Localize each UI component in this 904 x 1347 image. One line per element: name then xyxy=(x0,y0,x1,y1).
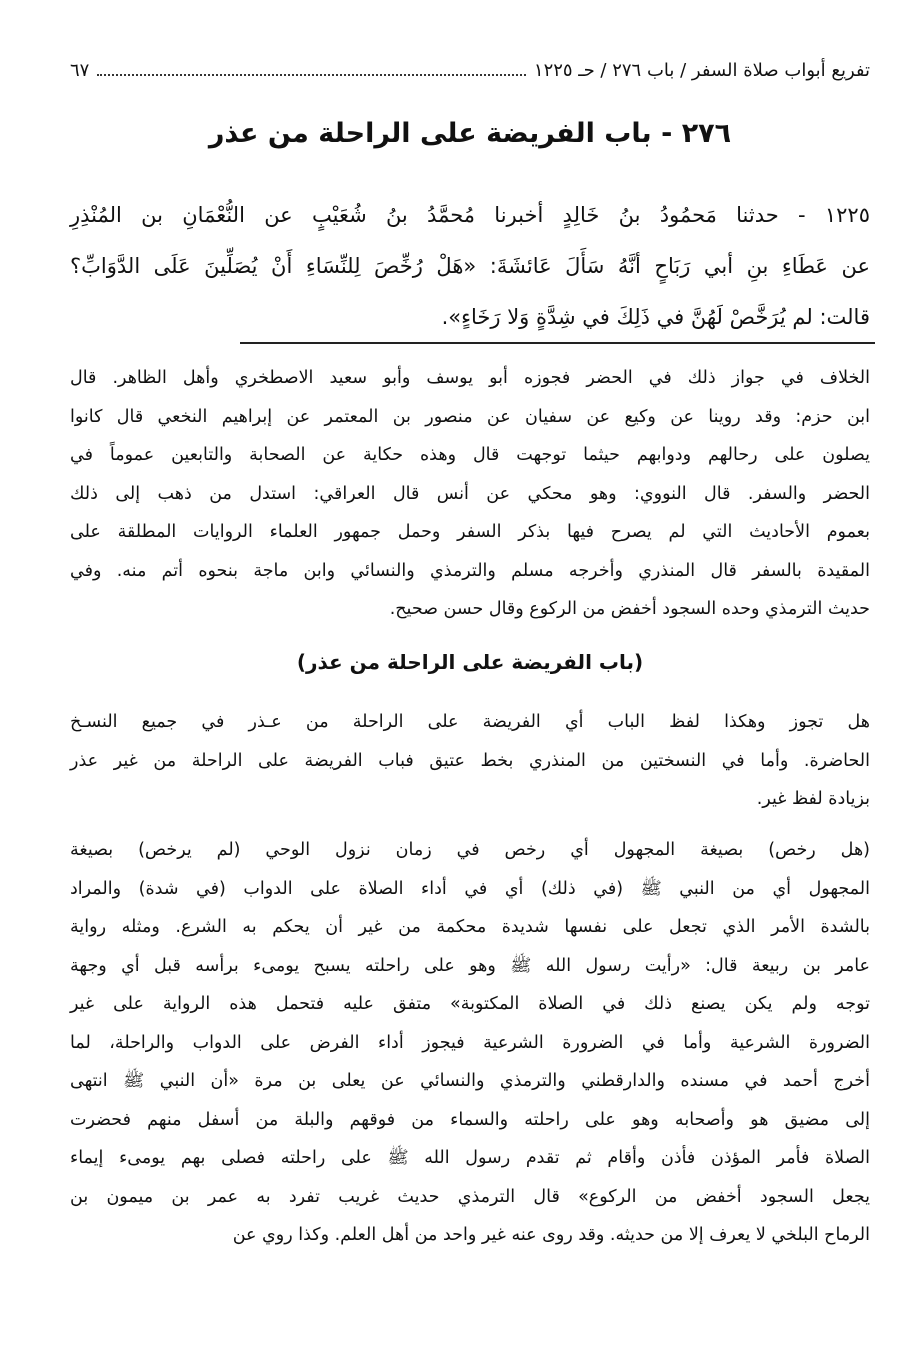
text-line: عامر بن ربيعة قال: «رأيت رسول الله ﷺ وهو على راحلته يسبح يومىء برأسه قبل أي وجهة xyxy=(70,955,870,976)
text-line: قالت: لم يُرَخَّصْ لَهُنَّ في ذَلِكَ في شِدَّةٍ وَلا رَخَاءٍ». xyxy=(441,305,870,329)
text-line: بالشدة الأمر الذي تجعل على نفسها شديدة محكمة من غير أن يحكم به الشرع. ومثله رواية xyxy=(70,917,870,937)
page-number: ٦٧ xyxy=(70,60,90,81)
running-title: تفريع أبواب صلاة السفر / باب ٢٧٦ / حـ ١٢٢٥ xyxy=(533,60,870,81)
text-line: يصلون على رحالهم ودوابهم حيثما توجهت قال وهذه حكاية عن الصحابة والتابعين عموماً في xyxy=(70,445,870,465)
commentary-paragraph-1 xyxy=(70,359,870,629)
text-line: هل تجوز وهكذا لفظ الباب أي الفريضة على الراحلة من عـذر في جميع النسـخ xyxy=(70,712,870,732)
text-line: الصلاة فأمر المؤذن فأذن وأقام ثم تقدم رسول الله ﷺ على راحلته فصلى بهم يومىء إيماء xyxy=(70,1148,870,1168)
leader-dots xyxy=(97,62,526,76)
text-line: (هل رخص) بصيغة المجهول أي رخص في زمان نزول الوحي (لم يرخص) بصيغة xyxy=(70,840,870,860)
text-line: حديث الترمذي وحده السجود أخفض من الركوع وقال حسن صحيح. xyxy=(389,599,870,619)
text-line: ابن حزم: وقد روينا عن وكيع عن سفيان عن منصور بن المعتمر عن إبراهيم النخعي قال كانوا xyxy=(70,406,870,427)
text-line: الحاضرة. وأما في النسختين من المنذري بخط عتيق فباب الفريضة على الراحلة من غير عذر xyxy=(70,750,870,771)
text-line: المجهول أي من النبي ﷺ (في ذلك) أي في أداء الصلاة على الدواب (في شدة) والمراد xyxy=(70,878,870,899)
text-line: بعموم الأحاديث التي لم يصرح فيها بذكر السفر وحمل جمهور العلماء الروايات المطلقة على xyxy=(70,522,870,542)
commentary-paragraph-2 xyxy=(70,703,870,819)
commentary-paragraph-3 xyxy=(70,831,870,1255)
chapter-title: ٢٧٦ - باب الفريضة على الراحلة من عذر xyxy=(208,118,732,149)
hadith-text xyxy=(70,190,870,343)
text-line: ١٢٢٥ - حدثنا مَحمُودُ بنُ خَالِدٍ أخبرنا مُحمَّدُ بنُ شُعَيْبٍ عن النُّعْمَانِ بن المُنْذِرِ xyxy=(70,203,870,227)
text-line: الضرورة الشرعية وأما في الضرورة الشرعية فيجوز أداء الفرض على الدواب والراحلة، لما xyxy=(70,1032,870,1053)
text-line: أخرج أحمد في مسنده والدارقطني والترمذي والنسائي عن يعلى بن مرة «أن النبي ﷺ انتهى xyxy=(70,1071,870,1091)
text-line: الحضر والسفر. قال النووي: وهو محكي عن أنس قال العراقي: استدل من ذهب إلى ذلك xyxy=(70,483,870,504)
text-line: المقيدة بالسفر قال المنذري وأخرجه مسلم والترمذي والنسائي وابن ماجة بنحوه أتم منه. وفي xyxy=(70,560,870,581)
text-line: الخلاف في جواز ذلك في الحضر فجوزه أبو يوسف وأبو سعيد الاصطخري وأهل الظاهر. قال xyxy=(70,368,870,388)
section-subheading: (باب الفريضة على الراحلة من عذر) xyxy=(296,650,644,674)
text-line: الرماح البلخي لا يعرف إلا من حديثه. وقد روى عنه غير واحد من أهل العلم. وكذا روي عن xyxy=(232,1225,870,1245)
text-line: إلى مضيق هو وأصحابه وهو على راحلته والسماء من فوقهم والبلة من أسفل منهم فحضرت xyxy=(70,1109,870,1130)
running-header xyxy=(70,60,870,81)
text-line: توجه ولم يكن يصنع ذلك في الصلاة المكتوبة» متفق عليه فتحمل هذه الرواية على غير xyxy=(70,994,870,1014)
text-line: بزيادة لفظ غير. xyxy=(756,789,870,809)
text-line: عن عَطَاءِ بنِ أبي رَبَاحٍ أنَّهُ سَأَلَ عَائشَةَ: «هَلْ رُخِّصَ لِلنِّسَاءِ أَنْ يُصَلِّينَ عَلَى الدَّوَابِّ؟ xyxy=(70,254,870,278)
separator-rule xyxy=(240,342,875,344)
text-line: يجعل السجود أخفض من الركوع» قال الترمذي حديث غريب تفرد به عمر بن ميمون بن xyxy=(70,1186,870,1207)
